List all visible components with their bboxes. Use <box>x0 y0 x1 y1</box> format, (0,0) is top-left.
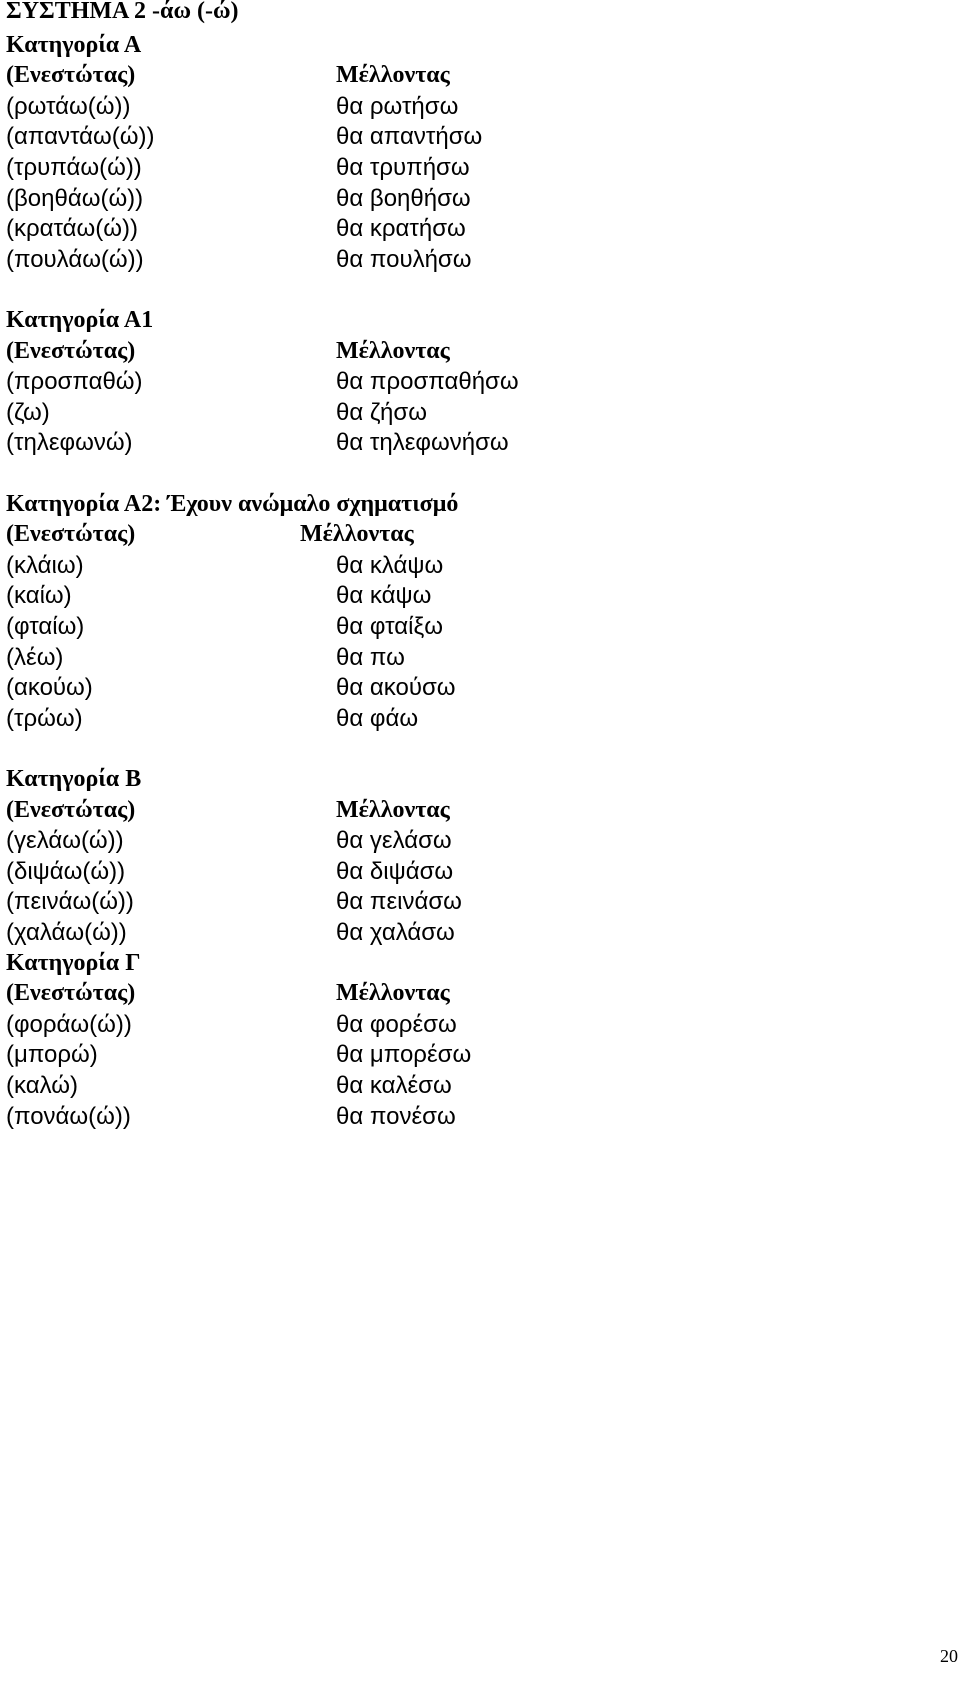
present-column-header: (Ενεστώτας) <box>6 337 136 364</box>
future-tense-form: θα πω <box>336 643 405 671</box>
verb-row <box>0 611 960 642</box>
column-header-row <box>0 60 960 91</box>
future-tense-form: θα κλάψω <box>336 551 444 579</box>
future-tense-form: θα πονέσω <box>336 1102 456 1130</box>
future-tense-form: θα ζήσω <box>336 398 427 426</box>
future-tense-form: θα καλέσω <box>336 1072 452 1099</box>
present-tense-form: (προσπαθώ) <box>6 368 143 396</box>
verb-row <box>0 703 960 734</box>
present-tense-form: (καλώ) <box>6 1072 78 1099</box>
present-tense-form: (τηλεφωνώ) <box>6 429 133 457</box>
category-title-text: Κατηγορία Γ <box>6 949 141 976</box>
future-column-header: Μέλλοντας <box>336 337 450 364</box>
present-tense-form: (ακούω) <box>6 674 93 702</box>
verb-row <box>0 886 960 917</box>
column-header-row <box>0 978 960 1009</box>
verb-row <box>0 244 960 275</box>
future-tense-form: θα πεινάσω <box>336 888 462 916</box>
present-tense-form: (βοηθάω(ώ)) <box>6 184 144 212</box>
present-tense-form: (φοράω(ώ)) <box>6 1010 132 1038</box>
future-tense-form: θα γελάσω <box>336 827 452 855</box>
future-column-header: Μέλλοντας <box>336 980 450 1007</box>
verb-row <box>0 825 960 856</box>
verb-row <box>0 121 960 152</box>
future-tense-form: θα μπορέσω <box>336 1041 472 1069</box>
verb-row <box>0 397 960 428</box>
category-title-text: Κατηγορία Β <box>6 766 142 792</box>
page-number: 20 <box>940 1646 958 1666</box>
present-tense-form: (πεινάω(ώ)) <box>6 888 134 916</box>
present-tense-form: (χαλάω(ώ)) <box>6 919 127 946</box>
column-header-row <box>0 519 960 550</box>
verb-row <box>0 427 960 458</box>
category-title <box>0 305 960 336</box>
future-tense-form: θα φταίξω <box>336 613 443 640</box>
present-tense-form: (καίω) <box>6 582 72 610</box>
present-tense-form: (πουλάω(ώ)) <box>6 245 144 273</box>
present-tense-form: (τρυπάω(ώ)) <box>6 154 142 181</box>
verb-row <box>0 1101 960 1132</box>
present-column-header: (Ενεστώτας) <box>6 796 136 823</box>
present-column-header: (Ενεστώτας) <box>6 521 136 548</box>
future-tense-form: θα κρατήσω <box>336 215 466 243</box>
future-tense-form: θα διψάσω <box>336 857 454 885</box>
present-tense-form: (ρωτάω(ώ)) <box>6 92 131 120</box>
present-tense-form: (μπορώ) <box>6 1041 98 1069</box>
future-tense-form: θα προσπαθήσω <box>336 368 519 396</box>
future-tense-form: θα απαντήσω <box>336 123 483 151</box>
present-tense-form: (λέω) <box>6 643 64 671</box>
present-tense-form: (κλάιω) <box>6 551 84 579</box>
present-tense-form: (πονάω(ώ)) <box>6 1102 131 1130</box>
verb-row <box>0 642 960 673</box>
future-tense-form: θα κάψω <box>336 582 432 610</box>
future-tense-form: θα πουλήσω <box>336 245 472 273</box>
present-column-header: (Ενεστώτας) <box>6 980 136 1007</box>
future-column-header: Μέλλοντας <box>336 62 450 89</box>
category-title-text: Κατηγορία Α1 <box>6 307 154 333</box>
verb-row <box>0 856 960 887</box>
verb-row <box>0 213 960 244</box>
column-header-row <box>0 795 960 826</box>
verb-row <box>0 366 960 397</box>
verb-row <box>0 91 960 122</box>
verb-row <box>0 672 960 703</box>
verb-row <box>0 1039 960 1070</box>
future-column-header: Μέλλοντας <box>300 521 414 548</box>
future-tense-form: θα βοηθήσω <box>336 184 471 212</box>
present-tense-form: (διψάω(ώ)) <box>6 857 126 885</box>
present-tense-form: (φταίω) <box>6 613 85 640</box>
category-title <box>0 30 960 61</box>
category-title-text: Κατηγορία Α2: Έχουν ανώμαλο σχηματισμό <box>6 490 459 517</box>
verb-row <box>0 1009 960 1040</box>
category-title <box>0 489 960 520</box>
verb-row <box>0 917 960 948</box>
verb-row <box>0 580 960 611</box>
present-tense-form: (απαντάω(ώ)) <box>6 123 155 151</box>
future-tense-form: θα χαλάσω <box>336 919 455 946</box>
present-tense-form: (τρώω) <box>6 704 83 732</box>
future-tense-form: θα φάω <box>336 704 419 732</box>
present-tense-form: (γελάω(ώ)) <box>6 827 124 855</box>
future-tense-form: θα ακούσω <box>336 674 456 702</box>
verb-row <box>0 550 960 581</box>
present-tense-form: (ζω) <box>6 398 50 426</box>
category-title <box>0 764 960 795</box>
category-title-text: Κατηγορία Α <box>6 31 142 58</box>
column-header-row <box>0 336 960 367</box>
verb-row <box>0 152 960 183</box>
page-title: ΣΥΣΤΗΜΑ 2 -άω (-ώ) <box>6 0 239 24</box>
future-tense-form: θα ρωτήσω <box>336 92 459 120</box>
future-tense-form: θα τρυπήσω <box>336 154 470 181</box>
future-tense-form: θα τηλεφωνήσω <box>336 429 509 457</box>
present-tense-form: (κρατάω(ώ)) <box>6 215 138 243</box>
verb-row <box>0 183 960 214</box>
future-tense-form: θα φορέσω <box>336 1010 457 1038</box>
verb-row <box>0 1070 960 1101</box>
future-column-header: Μέλλοντας <box>336 796 450 823</box>
category-title <box>0 948 960 979</box>
present-column-header: (Ενεστώτας) <box>6 62 136 89</box>
